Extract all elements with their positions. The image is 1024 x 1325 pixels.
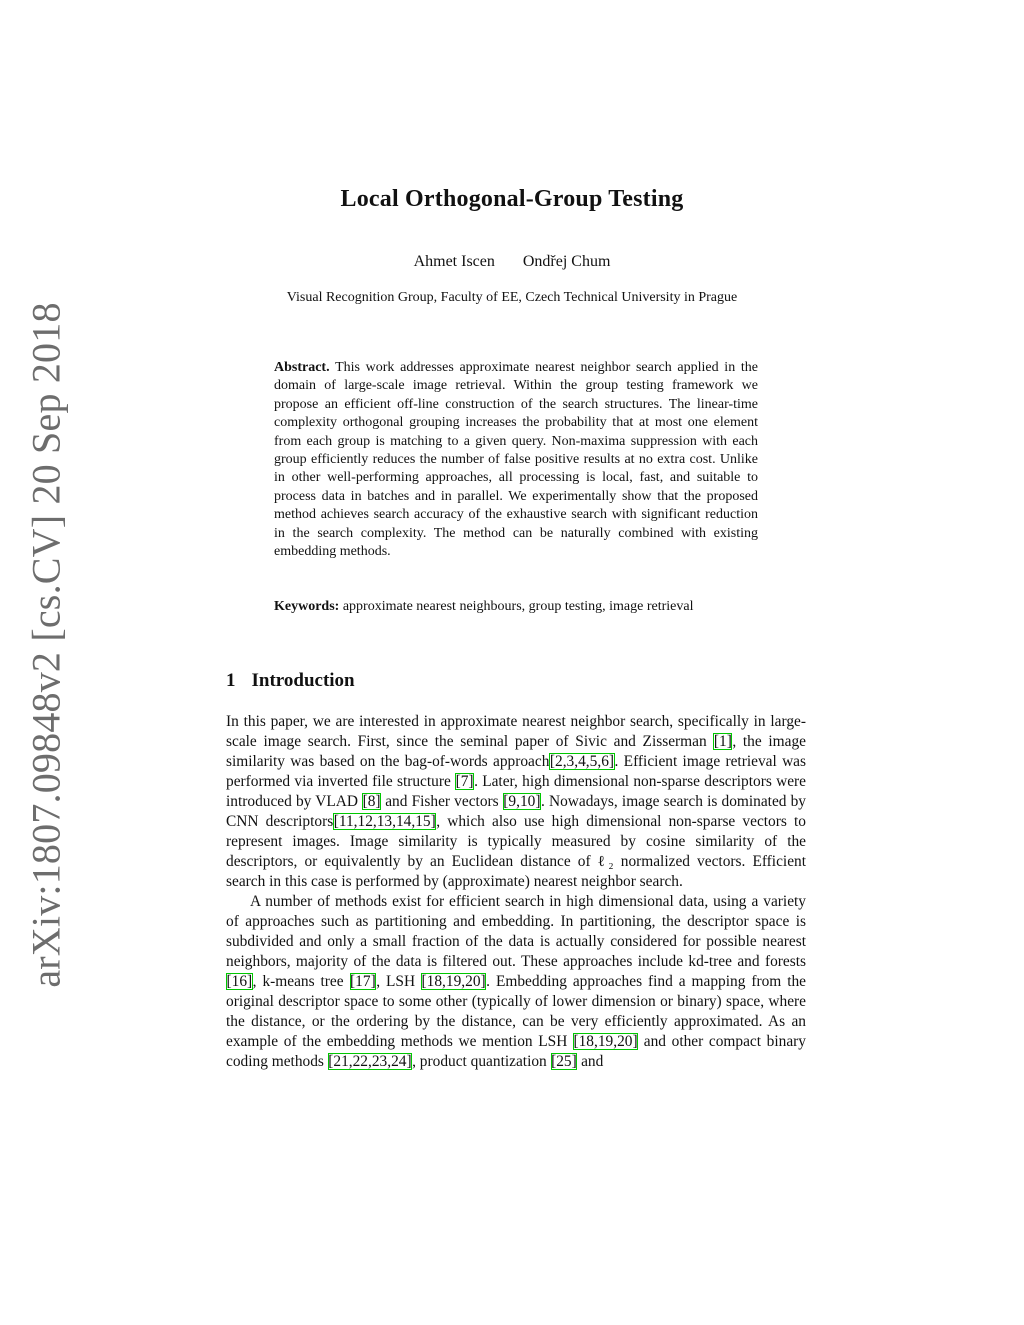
text-run: . Efficient image retrieval was performed via inverted file structure xyxy=(226,753,807,790)
keywords xyxy=(274,598,758,616)
text-run: , product quantization xyxy=(412,1053,551,1070)
citation-link[interactable]: [9,10] xyxy=(503,793,541,810)
section-number: 1 xyxy=(226,670,236,691)
affiliation: Visual Recognition Group, Faculty of EE, Czech Technical University in Prague xyxy=(286,290,738,305)
abstract-text: This work addresses approximate nearest neighbor search applied in the domain of large-scale image retrieval. Within the group testing framework we propose an efficient off-line construction of the search structures. The linear-time complexity orthogonal grouping increases the probability that at most one element from each group is matching to a given query. Non-maxima suppression with each group efficiently reduces the number of false positive results at no extra cost. Unlike in other well-performing approaches, all processing is local, fast, and suitable to process data in batches and in parallel. We experimentally show that the proposed method achieves search accuracy of the exhaustive search with significant reduction in the search complexity. The method can be naturally combined with existing embedding methods. xyxy=(274,360,758,560)
text-run: In this paper, we are interested in approximate nearest neighbor search, specifically in large-scale image search. First, since the seminal paper of Sivic and Zisserman xyxy=(226,713,806,750)
abstract-label: Abstract. xyxy=(274,360,330,375)
section-title: Introduction xyxy=(251,670,355,691)
citation-link[interactable]: [7] xyxy=(455,773,474,790)
paragraph xyxy=(226,892,806,1072)
citation-link[interactable]: [21,22,23,24] xyxy=(328,1053,412,1070)
text-run: , LSH xyxy=(376,973,422,990)
citation-link[interactable]: [8] xyxy=(362,793,381,810)
keywords-label: Keywords: xyxy=(274,599,340,614)
paper-title: Local Orthogonal-Group Testing xyxy=(340,186,684,212)
author-name: Ondřej Chum xyxy=(522,253,611,270)
abstract xyxy=(274,359,758,561)
text-run: A number of methods exist for efficient search in high dimensional data, using a variety of approaches such as partitioning and embedding. In partitioning, the descriptor space is subdivided and only a small fraction of the data is actually considered for possible nearest neighbors, majority of the data is filtered out. These approaches include kd-tree and forests xyxy=(226,893,806,970)
paragraph xyxy=(226,712,806,892)
citation-link[interactable]: [17] xyxy=(350,973,376,990)
introduction-body xyxy=(226,712,806,1072)
text-run: , k-means tree xyxy=(252,973,350,990)
text-run: and Fisher vectors xyxy=(381,793,503,810)
citation-link[interactable]: [11,12,13,14,15] xyxy=(333,813,436,830)
citation-link[interactable]: [25] xyxy=(551,1053,577,1070)
author-list xyxy=(0,253,1024,271)
text-run: . Embedding approaches find a mapping from the original descriptor space to some other (typically of lower dimension or binary) space, where the distance, or the ordering by the distance, can be very efficiently approximated. As an example of the embedding methods we mention LSH xyxy=(226,973,806,1050)
citation-link[interactable]: [16] xyxy=(226,973,253,990)
text-run: and other compact binary coding methods xyxy=(226,1033,806,1070)
text-run: . Nowadays, image search is dominated by CNN descriptors xyxy=(226,793,807,830)
author-name: Ahmet Iscen xyxy=(413,253,495,270)
text-run: . Later, high dimensional non-sparse descriptors were introduced by VLAD xyxy=(226,773,807,810)
citation-link[interactable]: [18,19,20] xyxy=(421,973,486,990)
arxiv-identifier: arXiv:1807.09848v2 [cs.CV] 20 Sep 2018 xyxy=(23,302,69,988)
keywords-text: approximate nearest neighbours, group testing, image retrieval xyxy=(342,599,694,614)
citation-link[interactable]: [18,19,20] xyxy=(573,1033,638,1050)
citation-link[interactable]: [1] xyxy=(713,733,732,750)
text-run: , the image similarity was based on the bag-of-words approach xyxy=(226,733,807,770)
text-run: , which also use high dimensional non-sparse vectors to represent images. Image similarity is typically measured by cosine similarity of the descriptors, or equivalently by an Euclidean distance of ℓ₂ normalized vectors. Efficient search in this case is performed by (approximate) nearest neighbor search. xyxy=(226,813,807,890)
text-run: and xyxy=(577,1053,604,1070)
citation-link[interactable]: [2,3,4,5,6] xyxy=(549,753,615,770)
section-heading xyxy=(226,670,355,692)
